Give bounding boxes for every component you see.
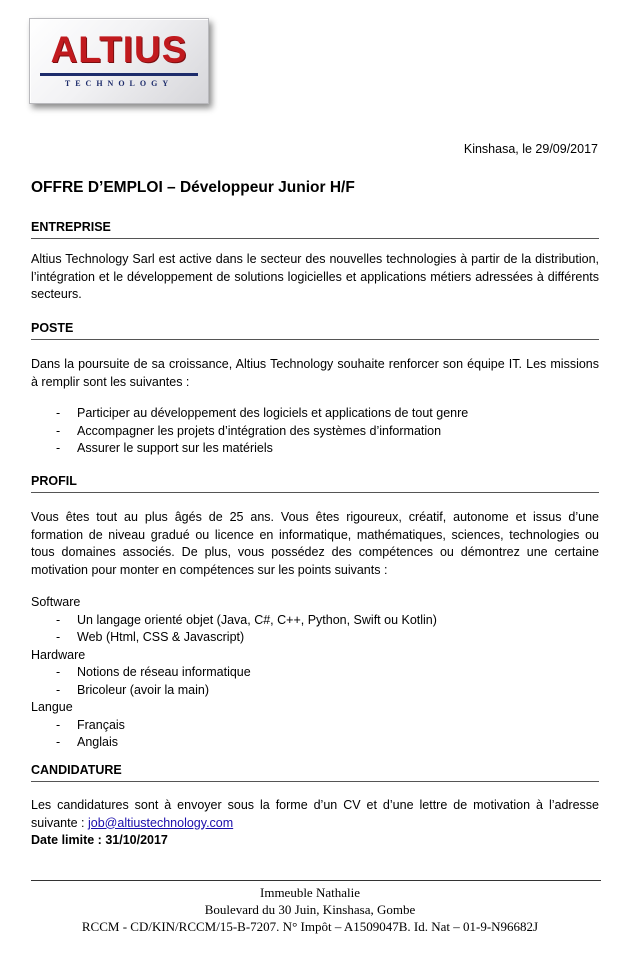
list-item: - Un langage orienté objet (Java, C#, C++, Python, Swift ou Kotlin): [31, 612, 599, 630]
list-item: - Anglais: [31, 734, 599, 752]
logo-tagline: TECHNOLOGY: [64, 79, 174, 88]
list-item: - Français: [31, 717, 599, 735]
list-item: - Notions de réseau informatique: [31, 664, 599, 682]
date-line: Kinshasa, le 29/09/2017: [463, 142, 598, 156]
candidature-block: [31, 797, 599, 850]
list-item: - Accompagner les projets d’intégration des systèmes d’information: [31, 423, 599, 441]
skill-list: [31, 612, 599, 647]
logo-wordmark: ALTIUS: [50, 29, 188, 70]
deadline: Date limite : 31/10/2017: [31, 833, 168, 847]
footer-address-name: Immeuble Nathalie: [260, 885, 360, 900]
section-heading-candidature: CANDIDATURE: [31, 763, 599, 782]
list-item: - Assurer le support sur les matériels: [31, 440, 599, 458]
entreprise-text: Altius Technology Sarl est active dans le secteur des nouvelles technologies à partir de la distribution, l’intégration et le développement de solutions logicielles et applications métiers adressées à différents secteurs.: [31, 252, 599, 301]
poste-text: Dans la poursuite de sa croissance, Altius Technology souhaite renforcer son équipe IT. Les missions à remplir sont les suivantes :: [31, 357, 599, 389]
list-item: - Participer au développement des logiciels et applications de tout genre: [31, 405, 599, 423]
missions-list-wrapper: [31, 405, 599, 458]
footer-registration: RCCM - CD/KIN/RCCM/15-B-7207. N° Impôt – A1509047B. Id. Nat – 01-9-N96682J: [81, 919, 539, 934]
skills-block: [31, 594, 599, 752]
skill-group-label: Software: [31, 595, 81, 609]
skill-group-label: Hardware: [31, 647, 86, 662]
page-title: OFFRE D’EMPLOI – Développeur Junior H/F: [31, 179, 355, 196]
skill-list: [31, 664, 599, 699]
candidature-text: Les candidatures sont à envoyer sous la forme d’un CV et d’une lettre de motivation à l’adresse suivante :: [31, 798, 599, 830]
email-link[interactable]: job@altiustechnology.com: [88, 815, 234, 830]
skill-group-label: Langue: [31, 700, 73, 714]
section-heading-profil: PROFIL: [31, 474, 599, 493]
missions-list: [31, 405, 599, 458]
profil-text: Vous êtes tout au plus âgés de 25 ans. Vous êtes rigoureux, créatif, autonome et issus d’une formation de niveau gradué ou licence en informatique, mathématiques, sciences, technologies ou tous domaines associés. De plus, vous possédez des compétences ou démontrez une certaine motivation pour monter en compétences sur les points suivants :: [31, 510, 599, 577]
footer-address-street: Boulevard du 30 Juin, Kinshasa, Gombe: [204, 902, 416, 917]
section-heading-poste: POSTE: [31, 321, 599, 340]
footer-divider: [31, 880, 601, 881]
list-item: - Web (Html, CSS & Javascript): [31, 629, 599, 647]
list-item: - Bricoleur (avoir la main): [31, 682, 599, 700]
logo-rule: [40, 73, 198, 76]
section-heading-entreprise: ENTREPRISE: [31, 220, 599, 239]
skill-list: [31, 717, 599, 752]
company-logo: [29, 18, 209, 104]
